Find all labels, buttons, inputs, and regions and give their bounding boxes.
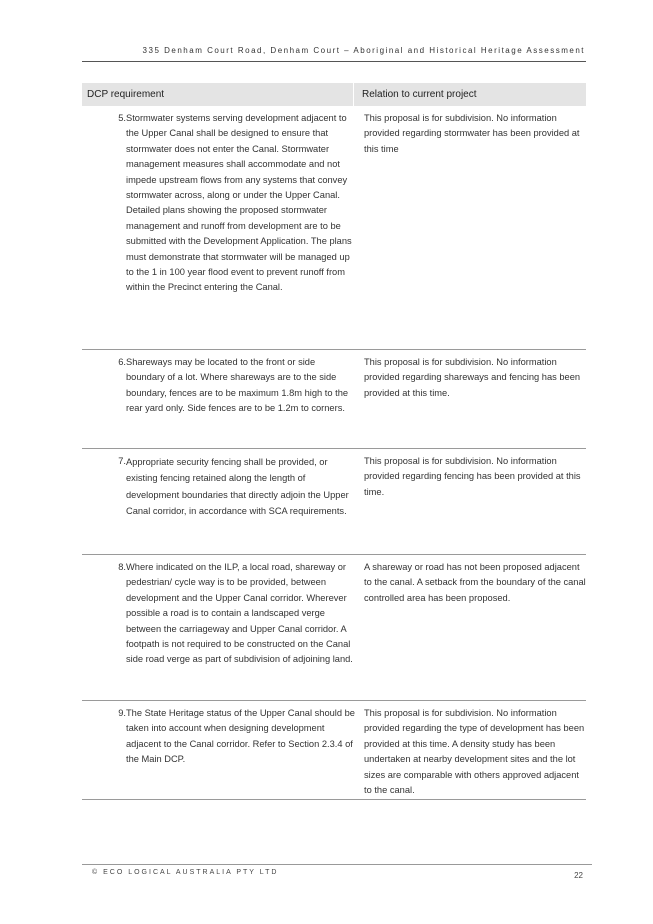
row-number: 5.	[118, 113, 126, 123]
row-relation: This proposal is for subdivision. No information provided regarding the type of development has been provided at this time. A density study has been undertaken at nearby development sites and the lot sizes are comparable with others approved adjacent to the canal.	[364, 708, 585, 796]
row-requirement: Shareways may be located to the front or side boundary of a lot. Where shareways are to the side boundary, fences are to be maximum 1.8m high to the rear yard only. Side fences are to be 1.2m to corners.	[126, 357, 349, 414]
row-number: 6.	[118, 357, 126, 367]
row-requirement: The State Heritage status of the Upper Canal should be taken into account when designing development adjacent to the Canal corridor. Refer to Section 2.3.4 of the Main DCP.	[126, 708, 355, 765]
table-row	[82, 350, 586, 449]
row-relation: A shareway or road has not been proposed adjacent to the canal. A setback from the boundary of the canal controlled area has been proposed.	[364, 562, 586, 603]
column-header-requirement: DCP requirement	[82, 83, 354, 106]
row-requirement: Stormwater systems serving development adjacent to the Upper Canal shall be designed to ensure that stormwater does not enter the Canal. Stormwater management measures shall accommodate and not impede upstream flows from any systems that convey stormwater across, along or under the Upper Canal. Detailed plans showing the proposed stormwater management and runoff from development are to be submitted with the Development Application. The plans must demonstrate that stormwater will be managed up to the 1 in 100 year flood event to prevent runoff from within the Precinct entering the Canal.	[126, 113, 352, 293]
row-relation: This proposal is for subdivision. No information provided regarding stormwater has been provided at this time	[364, 113, 580, 154]
running-header: 335 Denham Court Road, Denham Court – Aboriginal and Historical Heritage Assessment	[142, 46, 585, 55]
row-requirement: Appropriate security fencing shall be provided, or existing fencing retained along the length of development boundaries that directly adjoin the Upper Canal corridor, in accordance with SCA requirements.	[126, 457, 349, 517]
row-relation: This proposal is for subdivision. No information provided regarding shareways and fencing has been provided at this time.	[364, 357, 581, 398]
table-header-row	[82, 83, 586, 106]
row-number: 7.	[118, 456, 126, 466]
table-row	[82, 701, 586, 800]
table-row	[82, 106, 586, 350]
row-number: 8.	[118, 562, 126, 572]
table-row	[82, 555, 586, 701]
footer-divider	[82, 864, 592, 865]
dcp-requirements-table	[82, 83, 586, 800]
row-requirement: Where indicated on the ILP, a local road, shareway or pedestrian/ cycle way is to be provided, between development and the Upper Canal corridor. Wherever possible a road is to contain a landscaped verge between the carriageway and Upper Canal corridor. A footpath is not required to be constructed on the Canal side road verge as part of subdivision of adjoining land.	[126, 562, 353, 665]
column-header-relation: Relation to current project	[362, 89, 477, 100]
footer-company: © ECO LOGICAL AUSTRALIA PTY LTD	[92, 869, 279, 876]
row-relation: This proposal is for subdivision. No information provided regarding fencing has been provided at this time.	[364, 456, 581, 497]
page-number: 22	[574, 871, 583, 880]
table-row	[82, 449, 586, 555]
row-number: 9.	[118, 708, 126, 718]
header-divider	[82, 61, 586, 62]
